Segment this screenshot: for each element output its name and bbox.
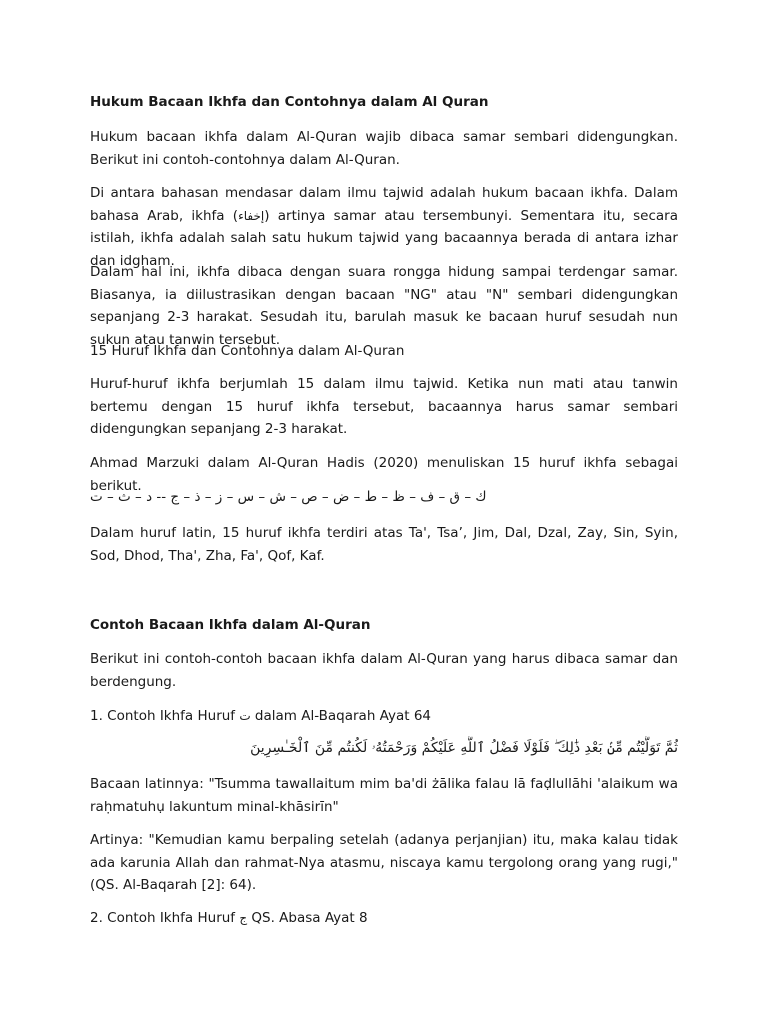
definition-text-before: Di antara bahasan mendasar dalam ilmu tajwid adalah hukum bacaan ikhfa. Dalam bahasa Arab, ikhfa ( [90, 185, 678, 224]
paragraph-marzuki: Ahmad Marzuki dalam Al-Quran Hadis (2020) menuliskan 15 huruf ikhfa sebagai berikut. [90, 455, 678, 494]
ikhfa-arabic-word: إخفاء [238, 208, 265, 223]
paragraph-huruf-count: Huruf-huruf ikhfa berjumlah 15 dalam ilmu tajwid. Ketika nun mati atau tanwin bertemu dengan 15 huruf ikhfa tersebut, bacaannya harus samar sembari didengungkan sepanjang 2-3 harakat. [90, 376, 678, 437]
paragraph-bacaan-latin: Bacaan latinnya: "Tsumma tawallaitum mim ba'di żālika falau lā faḍlullāhi 'alaikum wa raḥmatuhụ lakuntum minal-khāsirīn" [90, 776, 678, 815]
example-2-text-before: 2. Contoh Ikhfa Huruf [90, 910, 240, 926]
paragraph-intro: Hukum bacaan ikhfa dalam Al-Quran wajib dibaca samar sembari didengungkan. Berikut ini contoh-contohnya dalam Al-Quran. [90, 129, 678, 168]
subheading-15-huruf: 15 Huruf Ikhfa dan Contohnya dalam Al-Quran [90, 343, 405, 359]
ayat-al-baqarah-64: ثُمَّ تَوَلَّيْتُم مِّنۢ بَعْدِ ذَٰلِكَ ۖ فَلَوْلَا فَضْلُ ٱللَّهِ عَلَيْكُمْ وَرَحْمَتُهُۥ لَكُنتُم مِّنَ ٱلْخَـٰسِرِينَ [250, 740, 678, 756]
example-1-text-after: dalam Al-Baqarah Ayat 64 [250, 708, 432, 724]
example-2-title [90, 907, 678, 930]
example-1-text-before: 1. Contoh Ikhfa Huruf [90, 708, 240, 724]
definition-text-after: ) artinya samar atau tersembunyi. Sementara itu, secara istilah, ikhfa adalah salah satu hukum tajwid yang bacaannya berada di antara izhar dan idgham. [90, 207, 679, 269]
example-2-text-after: QS. Abasa Ayat 8 [247, 910, 368, 926]
example-1-arabic-letter: ت [239, 709, 251, 723]
huruf-ikhfa-arabic-text: ك – ق – ف – ظ – ط – ض – ص – ش – س – ز – ذ – ج -- د – ث – ت [90, 489, 487, 505]
paragraph-contoh-intro: Berikut ini contoh-contoh bacaan ikhfa dalam Al-Quran yang harus dibaca samar dan berdengung. [90, 651, 678, 690]
paragraph-definition [90, 182, 678, 272]
example-2-arabic-letter: ج [239, 911, 248, 925]
paragraph-pronunciation: Dalam hal ini, ikhfa dibaca dengan suara rongga hidung sampai terdengar samar. Biasanya, ia diilustrasikan dengan bacaan "NG" atau "N" sembari didengungkan sepanjang 2-3 harakat. Sesudah itu, barulah masuk ke bacaan huruf sesudah nun sukun atau tanwin tersebut. [90, 264, 678, 348]
huruf-ikhfa-arabic-list [90, 486, 678, 509]
heading-contoh-bacaan: Contoh Bacaan Ikhfa dalam Al-Quran [90, 617, 371, 633]
heading-hukum-ikhfa: Hukum Bacaan Ikhfa dan Contohnya dalam Al Quran [90, 94, 489, 110]
example-1-title [90, 705, 678, 728]
paragraph-artinya: Artinya: "Kemudian kamu berpaling setelah (adanya perjanjian) itu, maka kalau tidak ada karunia Allah dan rahmat-Nya atasmu, niscaya kamu tergolong orang yang rugi," (QS. Al-Baqarah [2]: 64). [90, 832, 678, 893]
paragraph-latin-huruf: Dalam huruf latin, 15 huruf ikhfa terdiri atas Ta', Tsa’, Jim, Dal, Dzal, Zay, Sin, Syin, Sod, Dhod, Tha', Zha, Fa', Qof, Kaf. [90, 525, 678, 564]
